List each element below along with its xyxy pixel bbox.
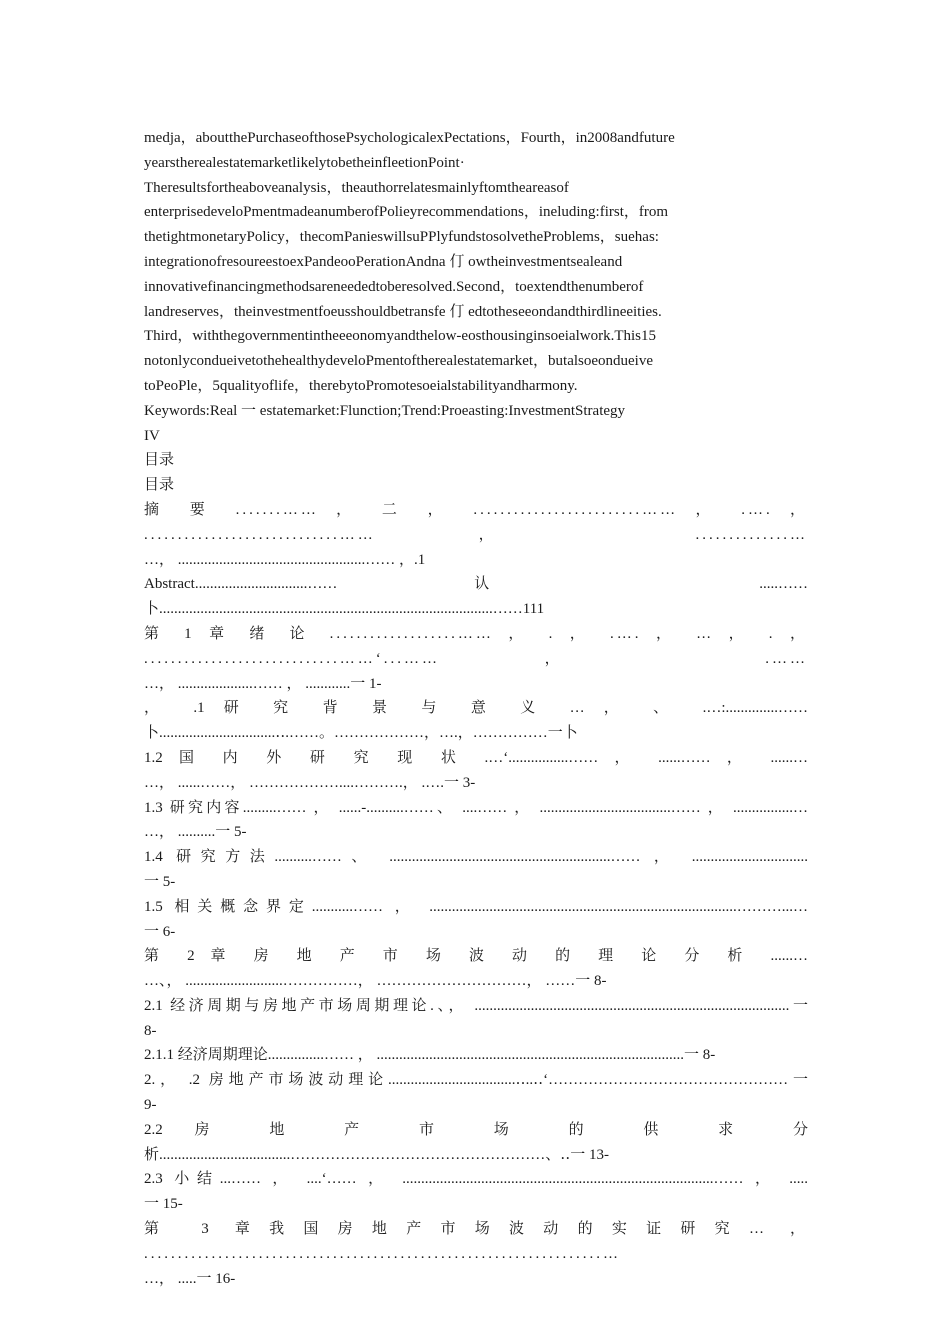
toc-entry-2-1-1: 2.1.1 经济周期理论...............…… ， ..................................................................................一 8- [144,1047,716,1064]
abstract-line: Theresultsfortheaboveanalysis，theauthorrelatesmainlyftomtheareasof [144,179,569,196]
toc-entry-cont: …， ..........一 5- [144,824,247,841]
abstract-line: yearstherealestatemarketlikelytobetheinfleetionPoint· [144,154,465,171]
toc-entry-cont: 一 5- [144,873,176,890]
abstract-line: toPeoPle，5qualityoflife，therebytoPromotesoeialstabilityandharmony. [144,377,578,394]
abstract-line: Third，withthegovernmentintheeeonomyandthelow-eosthousinginsoeialwork.This15 [144,328,656,345]
toc-entry-cont: 析...................................……………………………………………、‥一 13- [144,1146,610,1163]
toc-entry-cont: 卜.........................................................................................……111 [144,601,545,618]
abstract-line: integrationofresoureestoexPandeooPerationAndna 仃 owtheinvestmentsealeand [144,253,623,270]
toc-entry-chapter-1: 第 1 章 绪 论 ...................…… ， . ， .…. ， … ， . ， .............................……‘...…… ， .…… [144,625,808,667]
toc-entry-cont: …， ......……， ………………....……….， .….一 3- [144,774,476,791]
toc-entry-1-4: 1.4 研究方法..........……、 ...........................................................…… ， ............................... [144,849,808,866]
toc-entry-cont: …、， ..........................……………， …………………………， ……一 8- [144,973,607,990]
abstract-paragraph [144,126,808,399]
toc-entry-2-1: 2.1 经济周期与房地产市场周期理论.、， ....................................................................................一 [144,997,808,1014]
toc-entry-chapter-2: 第 2 章 房 地 产 市 场 波 动 的 理 论 分 析 ......… [144,948,808,965]
document-page [144,126,808,1291]
toc-entry-cont: …， .....一 16- [144,1270,236,1287]
toc-entry-abstract-cn: 摘 要 .......…… ， 二 ， .........................…… ， .…. ， .............................…… ， ..............… [144,501,808,543]
abstract-line: notonlycondueivetothehealthydeveloPmentoftherealestatemarket，butalsoeondueive [144,353,653,370]
toc-entry-1-1: ， .1 研 究 背 景 与 意 义 … ， 、 .…:..............…… [144,700,808,717]
toc-entry-cont: 一 15- [144,1196,183,1213]
toc-entry-cont: …， ..................................................…… ，.1 [144,551,426,568]
toc-entry-cont: 9- [144,1097,157,1114]
toc-entry-1-3: 1.3 研究内容.........…… ， ......-..........……、 ....…… ， ...................................…… ， ................… [144,799,808,816]
table-of-contents [144,498,808,1292]
toc-entry-cont: 卜...............................‥.……。………………，….，……………一卜 [144,725,578,742]
toc-entry-2-2: 2.2 房 地 产 市 场 的 供 求 分 [144,1121,808,1138]
keywords-line: Keywords:Real 一 estatemarket:Flunction;Trend:Proeasting:InvestmentStrategy [144,402,626,419]
toc-entry-cont: 一 6- [144,923,176,940]
toc-entry-1-2: 1.2 国 内 外 研 究 现 状 .…‘................…… ， ......…… ， ......… [144,749,808,766]
abstract-line: innovativefinancingmethodsareneededtoberesolved.Second，toextendthenumberof [144,278,644,295]
toc-entry-cont: 8- [144,1022,157,1039]
toc-heading: 目录 [144,477,175,494]
toc-entry-2-1-2: 2.， .2 房地产市场波动理论..................................‥..‥‘…………………………………………一 [144,1072,808,1089]
abstract-line: enterprisedeveloPmentmadeanumberofPolieyrecommendations，ineluding:first，from [144,204,669,221]
abstract-line: landreserves，theinvestmentfoeusshouldbetransfe 仃 edtotheseeondandthirdlineeities. [144,303,662,320]
page-marker: IV [144,427,160,444]
toc-entry-abstract-en: Abstract..............................…… 认 .....…… [144,576,808,593]
toc-entry-chapter-3: 第 3 章我国房地产市场波动的实证研究… ， ....................................................................… [144,1221,808,1262]
toc-entry-1-5: 1.5 相关概念界定...........…… ， ..................................................................................………...… [144,898,808,915]
abstract-line: medja，aboutthePurchaseofthosePsychologicalexPectations，Fourth，in2008andfuture [144,130,675,146]
abstract-line: thetightmonetaryPolicy，thecomPanieswillsuPPlyfundstosolvetheProblems，suehas: [144,229,659,246]
toc-entry-2-3: 2.3 小结...…… ， ....‘…… ， ...................................................................................…… ， ..... [144,1171,808,1188]
toc-heading: 目录 [144,452,175,469]
toc-entry-cont: …， ....................…… ， ............一 1- [144,675,382,692]
